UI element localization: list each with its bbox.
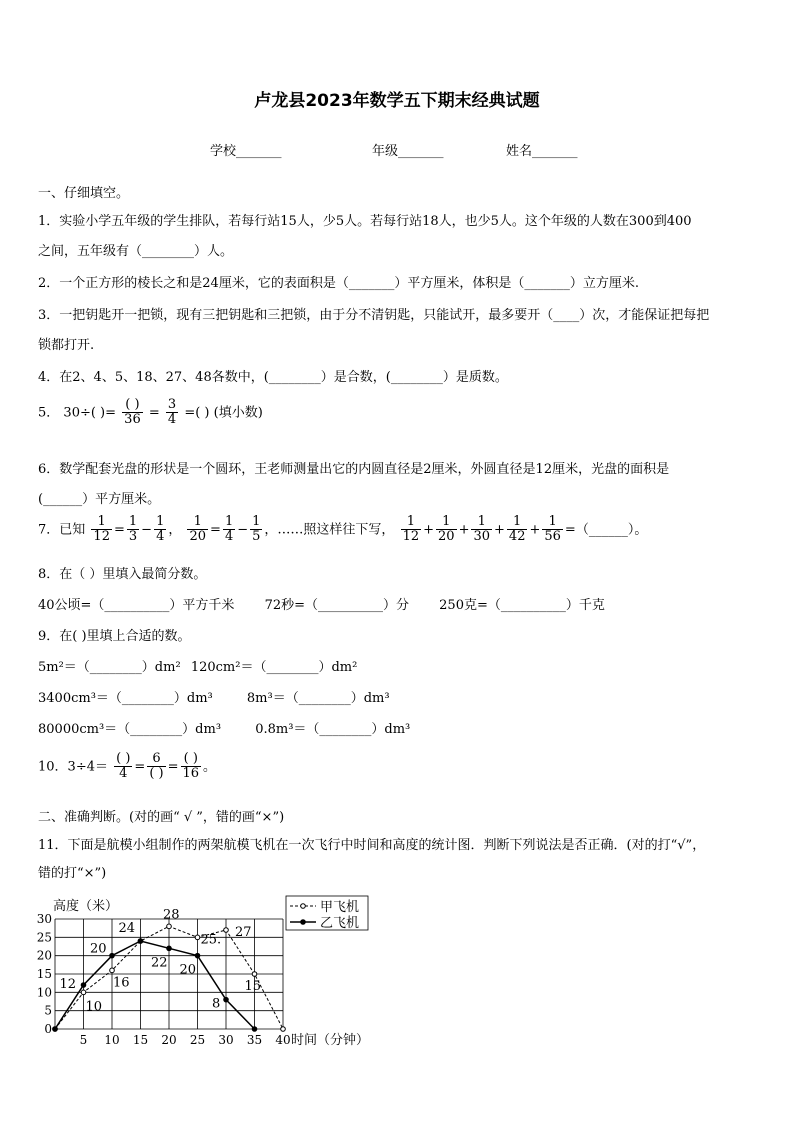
q5-prefix: 5． (38, 405, 60, 421)
q7-frac-den: 56 (544, 529, 561, 545)
data-point (224, 928, 229, 933)
data-point (195, 935, 200, 940)
q7-frac-den: 20 (438, 529, 455, 545)
data-point (53, 1027, 58, 1032)
q7-frac-den: 4 (224, 529, 234, 545)
q10-frac-num: 6 (147, 752, 165, 767)
data-label: 12 (59, 977, 77, 992)
question-7: 7．已知 $\frac{1}{12}$ = $\frac{1}{3}$ − $\frac{1}{4}$ ， $\frac{1}{20}$ = $\frac{1}{4}$ − $\frac{1}{5}$ ，……照这样往下写， $\frac{1}{12}$ + $\frac{1}{20}$ + $\frac{1}{30}$ + $\frac{1}{42}$ + $\frac{1}{56}$ =（______）。 (38, 514, 648, 545)
question-11-line-1: 11．下面是航模小组制作的两架航模飞机在一次飞行中时间和高度的统计图．判断下列说法是否正确．(对的打“√”， (38, 838, 706, 853)
q7-frac-den: 12 (402, 529, 420, 545)
x-tick-label: 20 (161, 1033, 177, 1047)
q8-b: 72秒=（__________）分 (264, 598, 410, 613)
q9-r2b: 8m³＝（________）dm³ (246, 691, 390, 706)
question-6-line-2: (______）平方厘米。 (38, 492, 161, 507)
data-point (110, 968, 115, 973)
data-label: 24 (118, 921, 136, 936)
q5-tail: =( ) (填小数) (184, 405, 263, 421)
section-heading-1: 一、仔细填空。 (38, 186, 130, 201)
data-point (167, 946, 172, 951)
q7-frac-num: 1 (542, 515, 563, 530)
data-point (252, 972, 257, 977)
q10-frac-den: 16 (182, 766, 200, 782)
q5-eq: = (148, 405, 160, 421)
q9-r3b: 0.8m³＝（________）dm³ (255, 722, 411, 737)
y-axis-label: 高度（米） (53, 899, 119, 914)
y-tick-label: 15 (36, 967, 52, 981)
q7-frac-den: 20 (189, 529, 207, 545)
data-point (81, 983, 86, 988)
q7-frac-num: 1 (507, 515, 528, 530)
question-1-line-2: 之间，五年级有（________）人。 (38, 244, 234, 259)
question-9-row-1 (38, 656, 357, 675)
question-3-line-1: 3．一把钥匙开一把锁，现有三把钥匙和三把锁，由于分不清钥匙，只能试开，最多要开（____）次，才能保证把每把 (38, 308, 710, 323)
q8-a: 40公顷=（__________）平方千米 (38, 598, 235, 613)
x-tick-label: 25 (189, 1033, 206, 1047)
question-5 (38, 398, 263, 428)
q10-frac (181, 752, 202, 782)
data-point (252, 1027, 257, 1032)
data-point (138, 939, 143, 944)
name-field[interactable]: 姓名_______ (506, 144, 578, 159)
q9-r2a: 3400cm³＝（________）dm³ (38, 691, 213, 706)
data-label: 8 (212, 996, 221, 1012)
data-point (195, 953, 200, 958)
q10-prefix: 10．3÷4＝ (38, 759, 108, 775)
x-tick-label: 35 (246, 1033, 263, 1047)
q7-frac (471, 515, 492, 545)
data-label: 20 (90, 941, 107, 957)
data-point (81, 990, 86, 995)
data-label: 20 (179, 962, 197, 978)
q5-frac1-num: ( ) (122, 398, 143, 413)
q7-prefix: 7．已知 (38, 522, 86, 538)
x-tick-label: 40 (275, 1033, 291, 1047)
data-point (281, 1027, 286, 1032)
legend-swatch-marker (301, 904, 306, 909)
q5-fraction-1 (122, 398, 143, 428)
q7-frac-den: 42 (508, 529, 526, 545)
q7-frac-num: 1 (471, 515, 492, 530)
y-tick-label: 5 (44, 1003, 52, 1018)
question-9-row-2 (38, 687, 390, 706)
question-1-line-1: 1．实验小学五年级的学生排队，若每行站15人，少5人。若每行站18人，也少5人。这个年级的人数在300到400 (38, 214, 692, 229)
q8-c: 250克=（__________）千克 (439, 598, 605, 613)
q7-frac (436, 515, 457, 545)
y-tick-label: 30 (36, 912, 52, 926)
section-heading-2: 二、准确判断。(对的画“ √ ”，错的画“×”) (38, 810, 285, 825)
x-tick-label: 30 (218, 1033, 234, 1047)
q10-frac-den: ( ) (149, 766, 164, 782)
question-2: 2．一个正方形的棱长之和是24厘米，它的表面积是（_______）平方厘米，体积是（_______）立方厘米. (38, 276, 639, 291)
x-tick-label: 5 (79, 1033, 88, 1047)
q7-frac (154, 515, 166, 545)
q5-expr: 30÷( )= (63, 405, 117, 421)
question-8-line-1: 8．在（ ）里填入最简分数。 (38, 567, 207, 582)
q7-frac (187, 515, 208, 545)
q9-r1b: 120cm²＝（________）dm² (190, 660, 358, 675)
q10-frac-num: ( ) (181, 752, 202, 767)
q7-frac-num: 1 (187, 515, 208, 530)
q5-frac1-den: 36 (124, 412, 141, 428)
legend-swatch-marker (301, 920, 306, 925)
q7-middle: ，……照这样往下写， (264, 522, 395, 538)
data-label: 22 (151, 955, 168, 971)
q10-frac (114, 752, 132, 782)
question-4: 4．在2、4、5、18、27、48各数中，(________）是合数，(________）是质数。 (38, 370, 508, 385)
legend-label: 甲飞机 (320, 900, 360, 915)
legend-label: 乙飞机 (320, 916, 360, 931)
q7-frac (542, 515, 563, 545)
q7-frac (250, 515, 262, 545)
data-label: 28 (163, 907, 180, 923)
q10-tail: 。 (203, 759, 217, 775)
q7-frac-den: 12 (93, 529, 110, 545)
data-point (224, 997, 229, 1002)
y-tick-label: 0 (44, 1022, 52, 1036)
q7-frac (401, 515, 422, 545)
q7-frac (507, 515, 528, 545)
q7-frac (127, 515, 139, 545)
q9-r1a: 5m²＝（________）dm² (38, 660, 181, 675)
data-point (110, 953, 115, 958)
data-label: 15 (244, 979, 262, 994)
question-8-row (38, 594, 605, 613)
q5-frac2-num: 3 (167, 397, 177, 412)
page-title: 卢龙县2023年数学五下期末经典试题 (254, 91, 540, 111)
q7-tail: =（______）。 (564, 522, 648, 538)
school-field[interactable]: 学校_______ (210, 144, 282, 159)
data-label: 27 (235, 925, 252, 940)
y-tick-label: 25 (36, 930, 52, 945)
altitude-line-chart (30, 892, 390, 1060)
q7-frac-num: 1 (252, 514, 261, 529)
data-label: 25. (200, 932, 222, 948)
question-6-line-1: 6．数学配套光盘的形状是一个圆环，王老师测量出它的内圆直径是2厘米，外圆直径是12厘米，光盘的面积是 (38, 462, 670, 477)
q7-frac-den: 4 (156, 529, 165, 545)
q7-frac-den: 3 (128, 529, 138, 545)
question-3-line-2: 锁都打开. (38, 338, 95, 353)
q7-frac-num: 1 (401, 515, 422, 530)
q7-frac (91, 515, 112, 545)
x-tick-label: 15 (132, 1033, 149, 1047)
y-tick-label: 20 (36, 948, 52, 963)
data-point (167, 924, 172, 929)
question-11-line-2: 错的打“×”) (38, 866, 107, 881)
data-label: 10 (85, 999, 103, 1015)
q7-frac-num: 1 (436, 515, 457, 530)
x-axis-label: 时间（分钟） (291, 1033, 370, 1048)
q10-frac-num: ( ) (116, 751, 131, 766)
grade-field[interactable]: 年级_______ (372, 144, 444, 159)
q7-frac-num: 1 (128, 514, 138, 529)
q7-frac-num: 1 (91, 515, 112, 530)
y-tick-label: 10 (36, 985, 52, 1000)
q7-frac-num: 1 (156, 514, 165, 529)
q5-frac2-den: 4 (167, 412, 177, 428)
q10-frac-den: 4 (119, 766, 128, 782)
q7-frac-num: 1 (224, 514, 234, 529)
question-9-line-1: 9．在( )里填上合适的数。 (38, 629, 191, 644)
q5-fraction-2 (166, 398, 178, 428)
q7-frac-den: 5 (252, 529, 261, 545)
x-tick-label: 10 (104, 1033, 120, 1047)
q10-frac (147, 752, 165, 782)
question-9-row-3 (38, 718, 410, 737)
question-10: 10．3÷4＝ $\frac{( )}{4}$ = $\frac{6}{( )}$ = $\frac{( )}{16}$ 。 (38, 751, 217, 782)
q7-frac (223, 515, 235, 545)
q9-r3a: 80000cm³＝（________）dm³ (38, 722, 222, 737)
q7-frac-den: 30 (473, 529, 491, 545)
data-label: 16 (113, 975, 130, 991)
